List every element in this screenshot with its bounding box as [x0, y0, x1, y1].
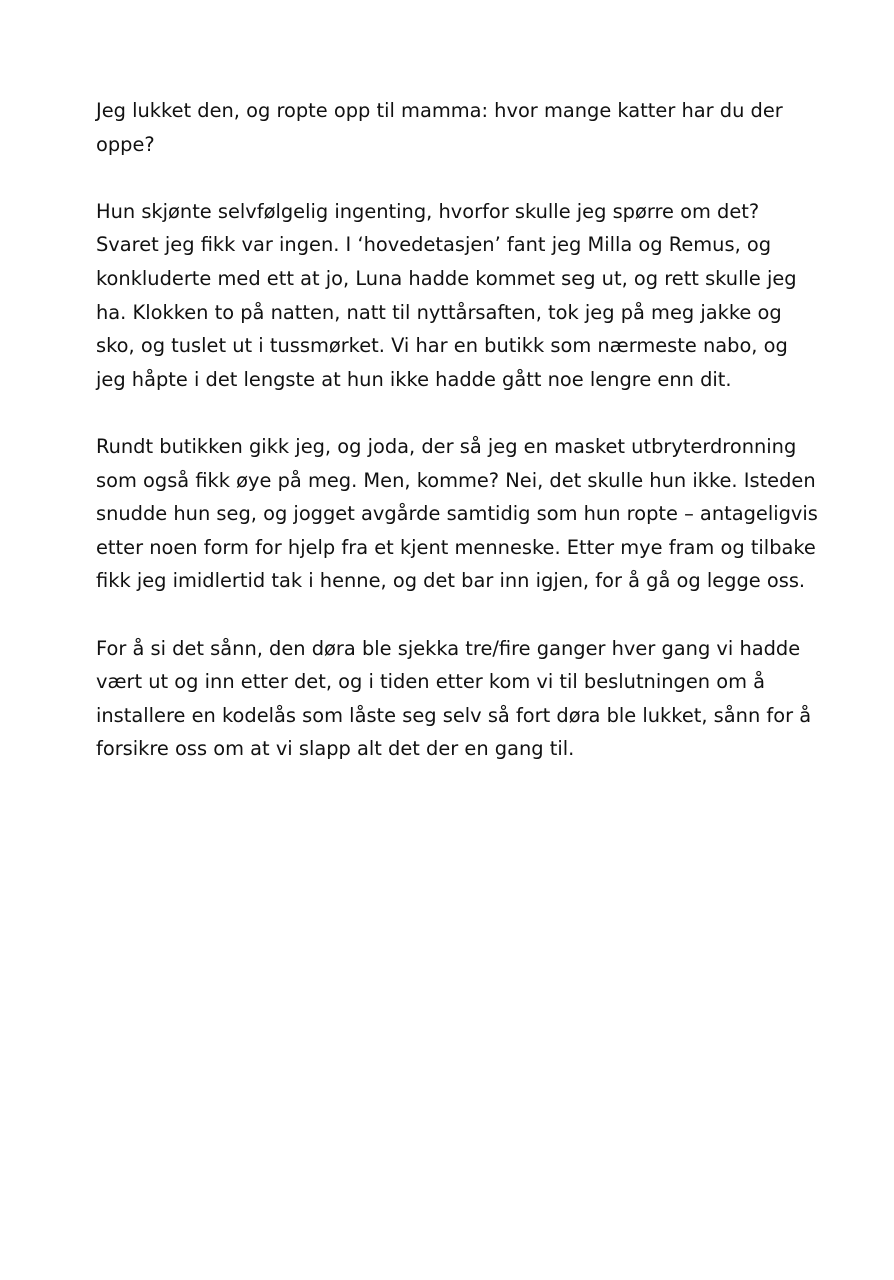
text-line: jeg håpte i det lengste at hun ikke hadde gått noe lengre enn dit. — [96, 367, 732, 391]
paragraph-2 — [96, 195, 816, 397]
text-line: Hun skjønte selvfølgelig ingenting, hvorfor skulle jeg spørre om det? — [96, 199, 760, 223]
text-line: konkluderte med ett at jo, Luna hadde kommet seg ut, og rett skulle jeg — [96, 266, 797, 290]
text-line: fikk jeg imidlertid tak i henne, og det bar inn igjen, for å gå og legge oss. — [96, 569, 806, 593]
document-body — [96, 94, 816, 799]
paragraph-3 — [96, 430, 816, 598]
text-line: snudde hun seg, og jogget avgårde samtidig som hun ropte – antageligvis — [96, 502, 818, 526]
text-line: etter noen form for hjelp fra et kjent menneske. Etter mye fram og tilbake — [96, 535, 816, 559]
paragraph-1 — [96, 94, 816, 161]
text-line: For å si det sånn, den døra ble sjekka tre/fire ganger hver gang vi hadde — [96, 636, 801, 660]
text-line: vært ut og inn etter det, og i tiden etter kom vi til beslutningen om å — [96, 670, 766, 694]
text-line: forsikre oss om at vi slapp alt det der en gang til. — [96, 737, 575, 761]
text-line: Svaret jeg fikk var ingen. I ‘hovedetasjen’ fant jeg Milla og Remus, og — [96, 233, 772, 257]
text-line: Rundt butikken gikk jeg, og joda, der så jeg en masket utbryterdronning — [96, 434, 797, 458]
paragraph-4 — [96, 632, 816, 766]
text-line: installere en kodelås som låste seg selv så fort døra ble lukket, sånn for å — [96, 703, 812, 727]
text-line: sko, og tuslet ut i tussmørket. Vi har en butikk som nærmeste nabo, og — [96, 334, 788, 358]
text-line: som også fikk øye på meg. Men, komme? Nei, det skulle hun ikke. Isteden — [96, 468, 816, 492]
text-line: ha. Klokken to på natten, natt til nyttårsaften, tok jeg på meg jakke og — [96, 300, 782, 324]
text-line: Jeg lukket den, og ropte opp til mamma: hvor mange katter har du der — [96, 99, 783, 122]
text-line: oppe? — [96, 132, 155, 156]
